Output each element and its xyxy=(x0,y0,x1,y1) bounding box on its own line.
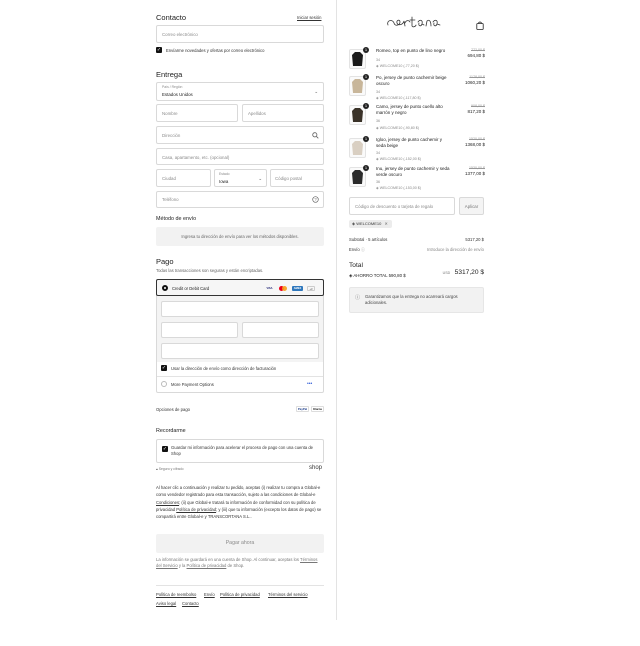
last-name-field[interactable]: Apellidos xyxy=(242,104,324,122)
garment-icon xyxy=(350,77,365,95)
subtotal-value: 5317,20 $ xyxy=(465,237,484,242)
card-cvc-field[interactable] xyxy=(242,322,319,338)
item-size: 36 xyxy=(376,180,380,184)
quantity-badge: 1 xyxy=(364,47,368,52)
contact-heading: Contacto xyxy=(156,13,187,22)
first-name-field[interactable]: Nombre xyxy=(156,104,238,122)
remember-checkbox[interactable]: ✓ xyxy=(162,446,168,452)
svg-text:?: ? xyxy=(314,197,317,203)
delivery-heading: Entrega xyxy=(156,70,183,79)
shop-privacy-link[interactable]: Política de privacidad xyxy=(186,563,227,569)
help-icon[interactable] xyxy=(312,196,319,203)
apply-discount-button[interactable]: Aplicar xyxy=(459,197,484,215)
billing-same-checkbox[interactable]: ✓ xyxy=(161,365,167,371)
lock-icon: 🔒︎ xyxy=(156,467,158,471)
chevron-down-icon: ⌄ xyxy=(258,176,262,181)
secure-note: 🔒︎ Seguro y cifrado xyxy=(156,467,184,471)
quantity-badge: 1 xyxy=(364,103,368,108)
shipping-value: Introduce la dirección de envío xyxy=(426,247,484,252)
more-payment-radio[interactable] xyxy=(161,381,167,387)
svg-text:cortana: cortana xyxy=(385,14,389,15)
footer-link-terms[interactable]: Términos del servicio xyxy=(268,592,308,597)
card-name-field[interactable] xyxy=(161,343,319,359)
total-amount: USD 5317,20 $ xyxy=(442,269,484,276)
remember-box xyxy=(156,439,324,463)
card-option[interactable]: Credit or Debit Card VISA AMEX +3 xyxy=(156,279,324,296)
info-icon: ⓘ xyxy=(355,295,361,301)
payment-options-label: Opciones de pago xyxy=(156,407,190,412)
state-select[interactable]: Estado Iowa ⌄ xyxy=(214,169,267,187)
tag-icon: ◈ xyxy=(376,96,380,100)
applied-discount-tag: ◈ WELCOME10 ✕ xyxy=(349,220,392,228)
klarna-badge: Klarna xyxy=(311,406,324,412)
shipping-method-notice: Ingresa tu dirección de envío para ver los métodos disponibles. xyxy=(156,227,324,246)
amex-icon: AMEX xyxy=(293,287,302,290)
tag-icon: ◈ xyxy=(376,157,380,161)
tag-icon: ◈ xyxy=(352,221,356,226)
footer-link-contact[interactable]: Contacto xyxy=(182,601,199,606)
brand-logo[interactable] xyxy=(385,14,447,32)
help-icon[interactable]: ⓘ xyxy=(360,247,366,252)
shop-terms-link[interactable]: Términos del Servicio xyxy=(156,557,318,569)
tag-icon: ◈ xyxy=(349,273,353,278)
card-radio[interactable] xyxy=(162,285,168,291)
legal-text: Al hacer clic a continuación y realizar tu pedido, aceptas (i) realizar tu compra a Global-e como vendedor registrado para esta transacción, sujeto a las condiciones de Global-e Condiciones; (ii) que Global-e tratará tu información de conformidad con su política de privacidad Política de privacidad; y (iii) que tu información (excepto los datos de pago) se compartirá entre Global-e y TRANSCORTANA S.L.. xyxy=(156,485,322,520)
item-old-price: 1530,00 $ xyxy=(469,166,485,170)
shipping-label: Envío ⓘ xyxy=(349,247,366,252)
billing-same-label: Usar la dirección de envío como dirección de facturación xyxy=(171,366,277,371)
remove-discount-icon[interactable]: ✕ xyxy=(384,221,388,226)
shipping-method-heading: Método de envío xyxy=(156,216,197,222)
paypal-badge: PayPal xyxy=(297,407,308,411)
visa-icon: VISA xyxy=(266,287,273,290)
tag-icon: ◈ xyxy=(376,64,380,68)
privacy-link[interactable]: Política de privacidad xyxy=(176,506,217,512)
garment-icon xyxy=(350,168,365,186)
item-discount: ◈ WELCOME10 (-152,00 $) xyxy=(376,157,421,161)
phone-field[interactable]: Teléfono ? xyxy=(156,191,324,208)
order-summary-column xyxy=(337,0,640,620)
subtotal-label: Subtotal · 5 artículos xyxy=(349,237,388,242)
mastercard-icon xyxy=(278,286,288,291)
login-link[interactable]: Iniciar sesión xyxy=(297,15,322,20)
chevron-down-icon: ⌄ xyxy=(314,89,318,94)
email-field[interactable]: Correo electrónico xyxy=(156,25,324,43)
item-discount: ◈ WELCOME10 (-153,00 $) xyxy=(376,186,421,190)
garment-icon xyxy=(350,139,365,157)
footer-divider xyxy=(156,585,324,586)
item-price: 1368,00 $ xyxy=(464,142,485,147)
payment-subtitle: Todas las transacciones son seguras y están encriptadas. xyxy=(156,268,264,273)
item-discount: ◈ WELCOME10 (-90,80 $) xyxy=(376,126,419,130)
more-payment-option[interactable]: More Payment Options ••• xyxy=(157,377,323,392)
apartment-field[interactable]: Casa, apartamento, etc. (opcional) xyxy=(156,148,324,165)
delivery-guarantee-box: ⓘ Garantizamos que la entrega no acarreará cargos adicionales. xyxy=(349,287,484,313)
garment-icon xyxy=(350,106,365,124)
shopping-bag-icon[interactable] xyxy=(476,21,484,30)
total-label: Total xyxy=(349,262,363,269)
tag-icon: ◈ xyxy=(376,126,380,130)
address-field[interactable]: Dirección xyxy=(156,126,324,144)
item-name: Camo, jersey de punto cuello alto marrón y negro xyxy=(376,104,443,115)
item-name: Po, jersey de punto cachemir beige oscuro xyxy=(376,75,447,86)
item-name: Inu, jersey de punto cachemir y seda verde oscuro xyxy=(376,166,450,177)
item-size: 36 xyxy=(376,119,380,123)
footer-link-refund[interactable]: Política de reembolso xyxy=(156,592,197,597)
newsletter-checkbox[interactable]: ✓ xyxy=(156,47,162,53)
garment-icon xyxy=(350,50,365,68)
shop-notice: La información se guardará en una cuenta de Shop. Al continuar, aceptas los Términos del Servicio y la Política de privacidad de Shop. xyxy=(156,557,318,569)
country-select[interactable]: País / Región Estados Unidos ⌄ xyxy=(156,82,324,101)
zip-field[interactable]: Código postal xyxy=(270,169,324,187)
tag-icon: ◈ xyxy=(376,186,380,190)
cortana-logo xyxy=(385,14,447,32)
item-price: 1060,20 $ xyxy=(464,80,485,85)
item-old-price: 908,00 $ xyxy=(471,104,485,108)
total-savings: ◈ AHORRO TOTAL 590,80 $ xyxy=(349,273,406,278)
item-discount: ◈ WELCOME10 (-117,80 $) xyxy=(376,96,421,100)
newsletter-label: Envíarme novedades y ofertas por correo electrónico xyxy=(166,48,265,53)
item-size: 34 xyxy=(376,90,380,94)
payment-heading: Pago xyxy=(156,257,174,266)
footer-link-shipping[interactable]: Envío xyxy=(204,592,215,597)
more-cards-badge: +3 xyxy=(307,286,315,291)
item-size: 34 xyxy=(376,151,380,155)
city-field[interactable]: Ciudad xyxy=(156,169,211,187)
card-expiry-field[interactable] xyxy=(161,322,238,338)
item-old-price: 772,00 $ xyxy=(471,48,485,52)
quantity-badge: 1 xyxy=(364,136,368,141)
item-old-price: 1178,00 $ xyxy=(469,75,485,79)
remember-label: Guardar mi información para acelerar el proceso de pago con una cuenta de Shop xyxy=(171,445,313,456)
quantity-badge: 1 xyxy=(364,165,368,170)
cart-item xyxy=(349,47,485,73)
footer-link-legal[interactable]: Aviso legal xyxy=(156,601,177,606)
shop-logo: shop xyxy=(309,465,323,471)
remember-heading: Recordarme xyxy=(156,428,186,434)
item-price: 817,20 $ xyxy=(467,109,485,114)
quantity-badge: 1 xyxy=(364,74,368,79)
item-size: 34 xyxy=(376,58,380,62)
pay-now-button[interactable]: Pagar ahora xyxy=(156,534,324,553)
more-dots-icon: ••• xyxy=(307,381,313,387)
discount-code-field[interactable]: Código de descuento o tarjeta de regalo xyxy=(349,197,455,215)
item-old-price: 1520,00 $ xyxy=(469,137,485,141)
card-number-field[interactable] xyxy=(161,301,319,317)
item-price: 694,80 $ xyxy=(467,53,485,58)
footer-link-privacy[interactable]: Política de privacidad xyxy=(220,592,260,597)
search-icon xyxy=(312,132,319,139)
conditions-link[interactable]: Condiciones xyxy=(156,499,180,505)
item-discount: ◈ WELCOME10 (-77,20 $) xyxy=(376,64,419,68)
item-name: Romeo, top en punto de lino negro xyxy=(376,48,446,53)
item-name: Igloo, jersey de punto cachemir y seda beige xyxy=(376,137,443,148)
item-price: 1377,00 $ xyxy=(464,171,485,176)
